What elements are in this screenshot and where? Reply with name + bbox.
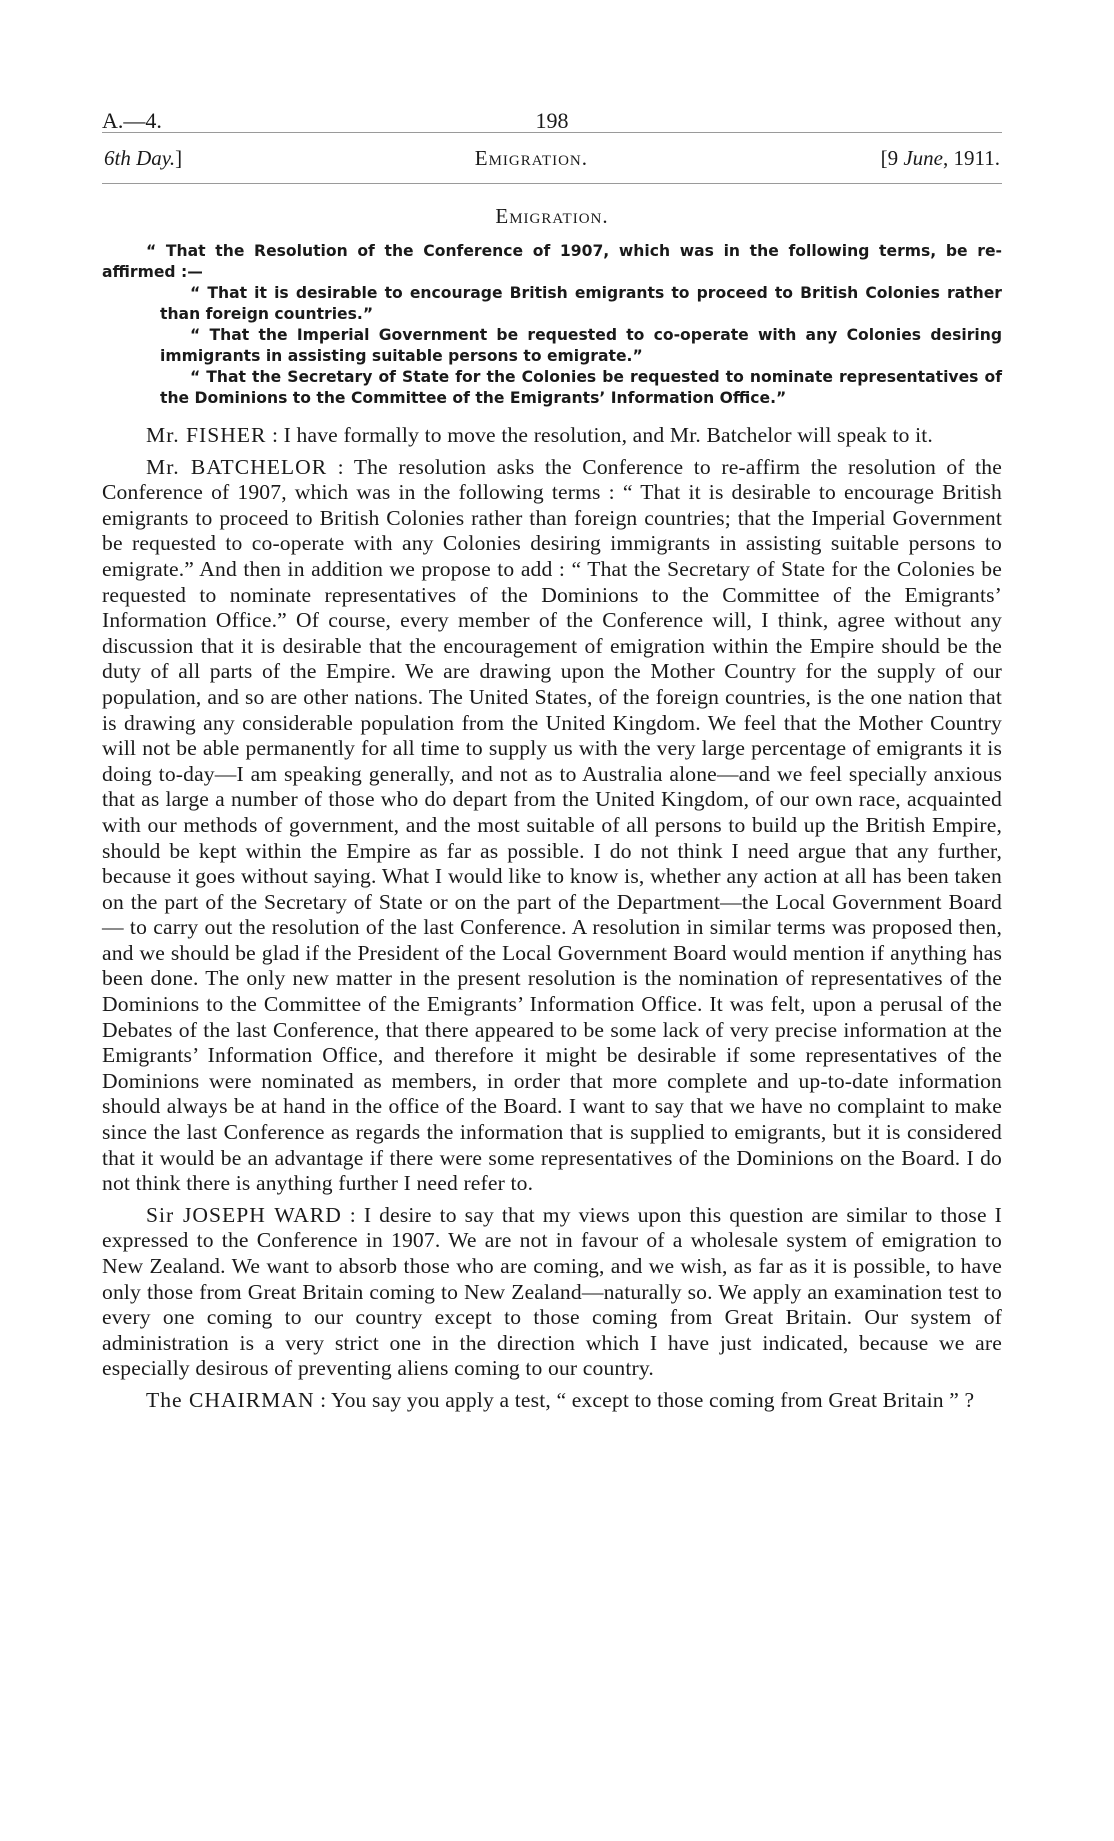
day-label: 6th Day. [104,145,176,170]
speech-text: : I have formally to move the resolution, and Mr. Batchelor will speak to it. [271,423,933,447]
speech-text: : The resolution asks the Conference to re-affirm the resolution of the Conference of 1907, which was in the following terms : “ That it is desirable to encourage British emigrants to proceed to British Colonies rather than foreign countries; that the Imperial Government be requested to co-operate with any Colonies desiring immigrants in assisting suitable persons to emigrate.” And then in addition we propose to add : “ That the Secretary of State for the Colonies be requested to nominate representatives of the Dominions to the Committee of the Emigrants’ Information Office.” Of course, every member of the Conference will, I think, agree without any discussion that it is desirable that the encouragement of emigration within the Empire should be the duty of all parts of the Empire. We are drawing upon the Mother Country for the supply of our population, and so are other nations. The United States, of the foreign countries, is the one nation that is drawing any considerable population from the United Kingdom. We feel that the Mother Country will not be able permanently for all time to supply us with the very large percentage of emigrants it is doing to-day—I am speaking generally, and not as to Australia alone—and we feel specially anxious that as large a number of those who do depart from the United Kingdom, of our own race, acquainted with our methods of government, and the most suitable of all persons to build up the British Empire, should be kept within the Empire as far as possible. I do not think I need argue that any further, because it goes without saying. What I would like to know is, whether any action at all has been taken on the part of the Secretary of State or on the part of the Department—the Local Government Board — to carry out the resolution of the last Conference. A resolution in similar terms was proposed then, and we should be glad if the President of the Local Government Board would mention if anything has been done. The only new matter in the present resolution is the nomination of representatives of the Dominions to the Committee of the Emigrants’ Information Office. It was felt, upon a perusal of the Debates of the last Conference, that there appeared to be some lack of very precise information at the Emigrants’ Information Office, and therefore it might be desirable if some representatives of the Dominions were nominated as members, in order that more complete and up-to-date information should always be at hand in the office of the Board. I want to say that we have no complaint to make since the last Conference as regards the information that is supplied to emigrants, but it is considered that it would be an advantage if there were some representatives of the Dominions on the Board. I do not think there is anything further I need refer to. [102,454,1002,1196]
caption-line [102,133,1002,183]
day-bracket: ] [175,145,183,170]
caption-topic: Emigration. [474,145,589,170]
speech-paragraph [102,455,1002,1197]
date-open: [9 [880,145,904,170]
speaker-name: The CHAIRMAN [146,1387,315,1412]
resolution-item: “ That the Secretary of State for the Colonies be requested to nominate representatives of the Dominions to the Committee of the Emigrants’ Information Office.” [160,368,1002,407]
resolution-item: “ That it is desirable to encourage British emigrants to proceed to British Colonies rather than foreign countries.” [160,284,1002,323]
debate-body [102,423,1002,1414]
page-number: 198 [535,108,569,133]
header-rule-bottom [102,183,1002,184]
document-page [102,96,1002,1420]
speaker-name: Mr. BATCHELOR [146,454,328,479]
date-month: June [903,145,944,170]
speech-text: : I desire to say that my views upon this question are similar to those I expressed to the Conference in 1907. We are not in favour of a wholesale system of emigration to New Zealand. We want to absorb those who are coming, and we wish, as far as it is possible, to have only those from Great Britain coming to New Zealand—naturally so. We apply an examination test to every one coming to our country except to those coming from Great Britain. Our system of administration is a very strict one in the direction which I have just indicated, because we are especially desirous of preventing aliens coming to our country. [102,1202,1002,1381]
speaker-name: Mr. FISHER [146,423,267,447]
resolution-item: “ That the Imperial Government be requested to co-operate with any Colonies desiring immigrants in assisting suitable persons to emigrate.” [160,326,1002,365]
speech-paragraph [102,423,1002,449]
running-head [102,96,1002,132]
speech-paragraph [102,1203,1002,1382]
resolution-block [102,241,1002,409]
resolution-lead: “ That the Resolution of the Conference of 1907, which was in the following terms, be re-affirmed :— [102,242,1002,281]
caption-date [881,146,1000,171]
speech-paragraph [102,1388,1002,1414]
speech-text: : You say you apply a test, “ except to those coming from Great Britain ” ? [320,1387,975,1412]
section-title: Emigration. [495,204,609,228]
caption-day [104,146,182,171]
paper-reference: A.—4. [102,108,162,133]
speaker-name: Sir JOSEPH WARD [146,1202,342,1227]
date-rest: , 1911. [943,145,1000,170]
